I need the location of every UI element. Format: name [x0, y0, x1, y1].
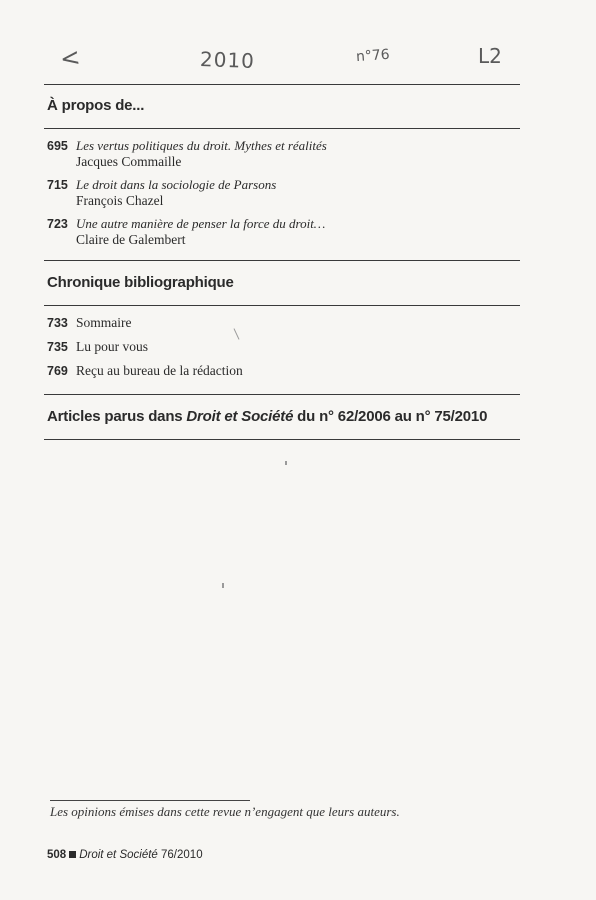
scan-speck — [234, 328, 240, 339]
handwritten-initials: L2 — [478, 44, 502, 68]
entry-label: Reçu au bureau de la rédaction — [76, 363, 243, 378]
entry-label: Sommaire — [76, 315, 132, 330]
section-title-articles — [47, 408, 487, 425]
section-title-apropos: À propos de... — [47, 97, 145, 114]
page-number: 723 — [47, 217, 68, 231]
folio-page-number: 508 — [47, 849, 67, 861]
square-bullet-icon — [69, 851, 76, 858]
article-title: Les vertus politiques du droit. Mythes et réalités — [76, 138, 327, 153]
articles-title-post: du n° 62/2006 au n° 75/2010 — [293, 408, 488, 425]
section-rule — [44, 305, 520, 306]
handwritten-issue: n°76 — [355, 46, 391, 66]
handwritten-mark: < — [58, 42, 82, 74]
footnote-rule — [50, 800, 250, 801]
article-title: Le droit dans la sociologie de Parsons — [76, 177, 277, 192]
footnote: Les opinions émises dans cette revue n’engagent que leurs auteurs. — [50, 804, 400, 819]
article-author: François Chazel — [76, 193, 164, 208]
section-rule — [44, 260, 520, 261]
folio-journal: Droit et Société — [79, 849, 158, 861]
handwritten-year: 2010 — [199, 47, 256, 73]
page-folio — [47, 849, 203, 861]
page-number: 715 — [47, 178, 68, 192]
scan-speck — [285, 461, 287, 465]
section-rule — [44, 439, 520, 440]
article-author: Jacques Commaille — [76, 154, 182, 169]
articles-title-journal: Droit et Société — [186, 408, 294, 425]
page-number: 769 — [47, 364, 68, 378]
scan-speck — [222, 583, 224, 588]
entry-label: Lu pour vous — [76, 339, 148, 354]
page-number: 733 — [47, 316, 68, 330]
articles-title-pre: Articles parus dans — [47, 408, 187, 425]
section-rule — [44, 394, 520, 395]
article-author: Claire de Galembert — [76, 232, 186, 247]
page-number: 695 — [47, 139, 68, 153]
section-rule — [44, 128, 520, 129]
section-rule — [44, 84, 520, 85]
folio-issue: 76/2010 — [161, 849, 203, 861]
section-title-chronique: Chronique bibliographique — [47, 274, 234, 291]
article-title: Une autre manière de penser la force du droit… — [76, 216, 326, 231]
page-number: 735 — [47, 340, 68, 354]
